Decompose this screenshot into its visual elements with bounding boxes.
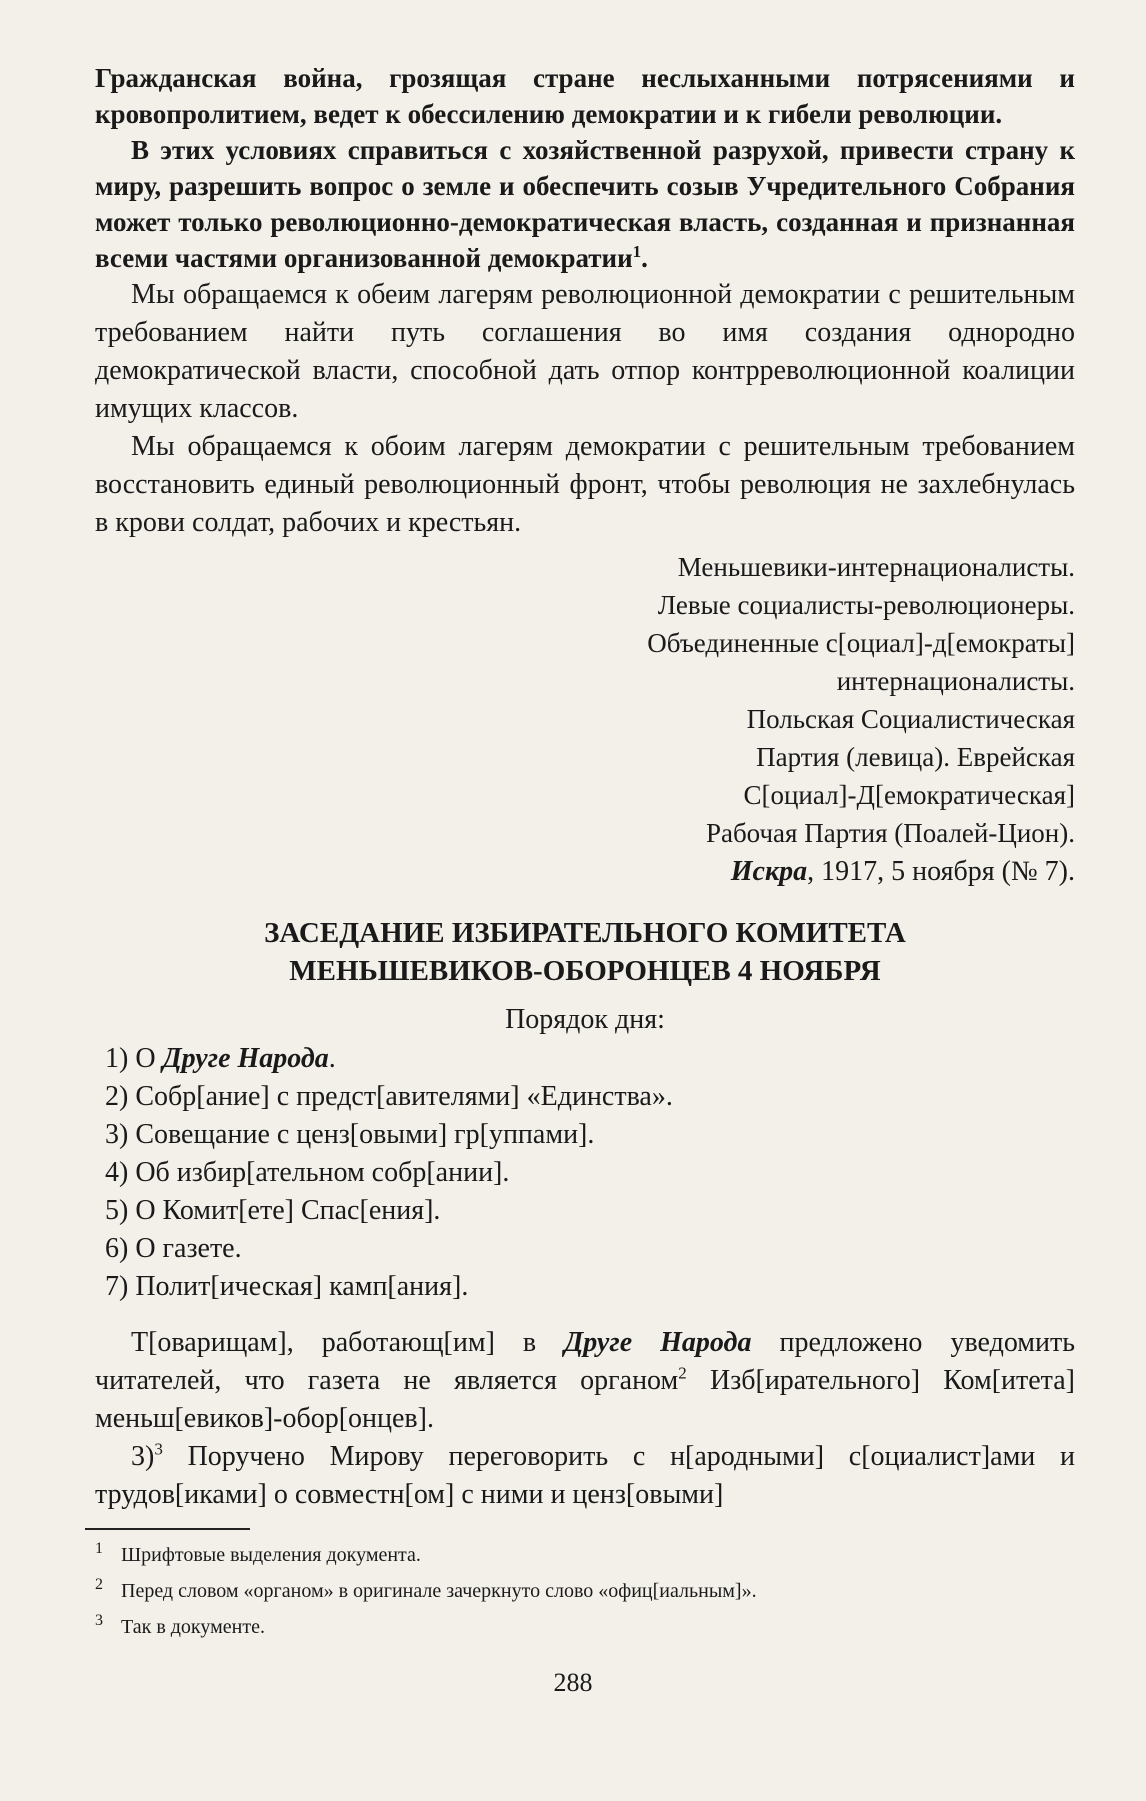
signature-line: С[оциал]-Д[емократическая] — [743, 780, 1075, 810]
bold-paragraph: Гражданская война, грозящая стране неслыханными потрясениями и кровопролитием, ведет к обессилению демократии и к гибели революции. — [95, 63, 1075, 129]
minutes-paragraph: 3)$^3$ Поручено Мирову переговорить с н[ародными] с[оциалист]ами и трудов[иками] о совместн[ом] с ними и ценз[овыми] — [95, 1439, 1075, 1510]
agenda-item: 4) Об избир[ательном собр[ании]. — [105, 1157, 510, 1188]
agenda-item: 3) Совещание с ценз[овыми] гр[уппами]. — [105, 1119, 595, 1150]
page-content — [95, 60, 1075, 1648]
footnote: 3 Так в документе. — [95, 1612, 265, 1638]
signature-line: интернационалисты. — [836, 666, 1075, 696]
footnote: 1 Шрифтовые выделения документа. — [95, 1540, 421, 1566]
agenda-item: 5) О Комит[ете] Спас[ения]. — [105, 1195, 441, 1226]
source-citation: Искра, 1917, 5 ноября (№ 7). — [730, 856, 1075, 887]
minutes-paragraph: Т[оварищам], работающ[им] в Друге Народа предложено уведомить читателей, что газета не является органом$^2$ Изб[ирательного] Ком[итета] меньш[евиков]-обор[онцев]. — [95, 1327, 1076, 1434]
signature-line: Партия (левица). Еврейская — [756, 742, 1075, 772]
footnotes — [95, 1540, 1075, 1642]
signature-line: Левые социалисты-революционеры. — [657, 590, 1075, 620]
signature-line: Меньшевики-интернационалисты. — [677, 552, 1075, 582]
agenda-item: 7) Полит[ическая] камп[ания]. — [105, 1271, 469, 1302]
agenda-title: Порядок дня: — [505, 1004, 665, 1035]
appeal-paragraph: Мы обращаемся к обеим лагерям революционной демократии с решительным требованием найти путь соглашения во имя создания однородно демократической власти, способной дать отпор контрреволюционной коалиции имущих классов. — [95, 279, 1075, 424]
agenda-item: 6) О газете. — [105, 1233, 242, 1264]
appeal-bold-block — [95, 60, 1075, 276]
signature-line: Польская Социалистическая — [746, 704, 1075, 734]
page-number: 288 — [553, 1668, 593, 1697]
agenda-item: 2) Собр[ание] с предст[авителями] «Единства». — [105, 1081, 673, 1112]
signature-line: Объединенные с[оциал]-д[емократы] — [647, 628, 1075, 658]
agenda-list — [105, 1040, 1075, 1306]
agenda-item: 1) О Друге Народа. — [105, 1043, 336, 1074]
appeal-paragraph: Мы обращаемся к обоим лагерям демократии с решительным требованием восстановить единый революционный фронт, чтобы революция не захлебнулась в крови солдат, рабочих и крестьян. — [95, 431, 1075, 538]
signature-line: Рабочая Партия (Поалей-Цион). — [705, 818, 1075, 848]
signatures — [95, 548, 1075, 852]
bold-paragraph: В этих условиях справиться с хозяйственной разрухой, привести страну к миру, разрешить вопрос о земле и обеспечить созыв Учредительного Собрания может только революционно-демократическая власть, созданная и признанная всеми частями организованной демократии$^1$. — [95, 135, 1075, 273]
footnote: 2 Перед словом «органом» в оригинале зачеркнуто слово «офиц[иальным]». — [95, 1576, 757, 1602]
footnote-divider — [85, 1528, 250, 1530]
section-heading: ЗАСЕДАНИЕ ИЗБИРАТЕЛЬНОГО КОМИТЕТА МЕНЬШЕВИКОВ-ОБОРОНЦЕВ 4 НОЯБРЯ — [264, 917, 906, 987]
